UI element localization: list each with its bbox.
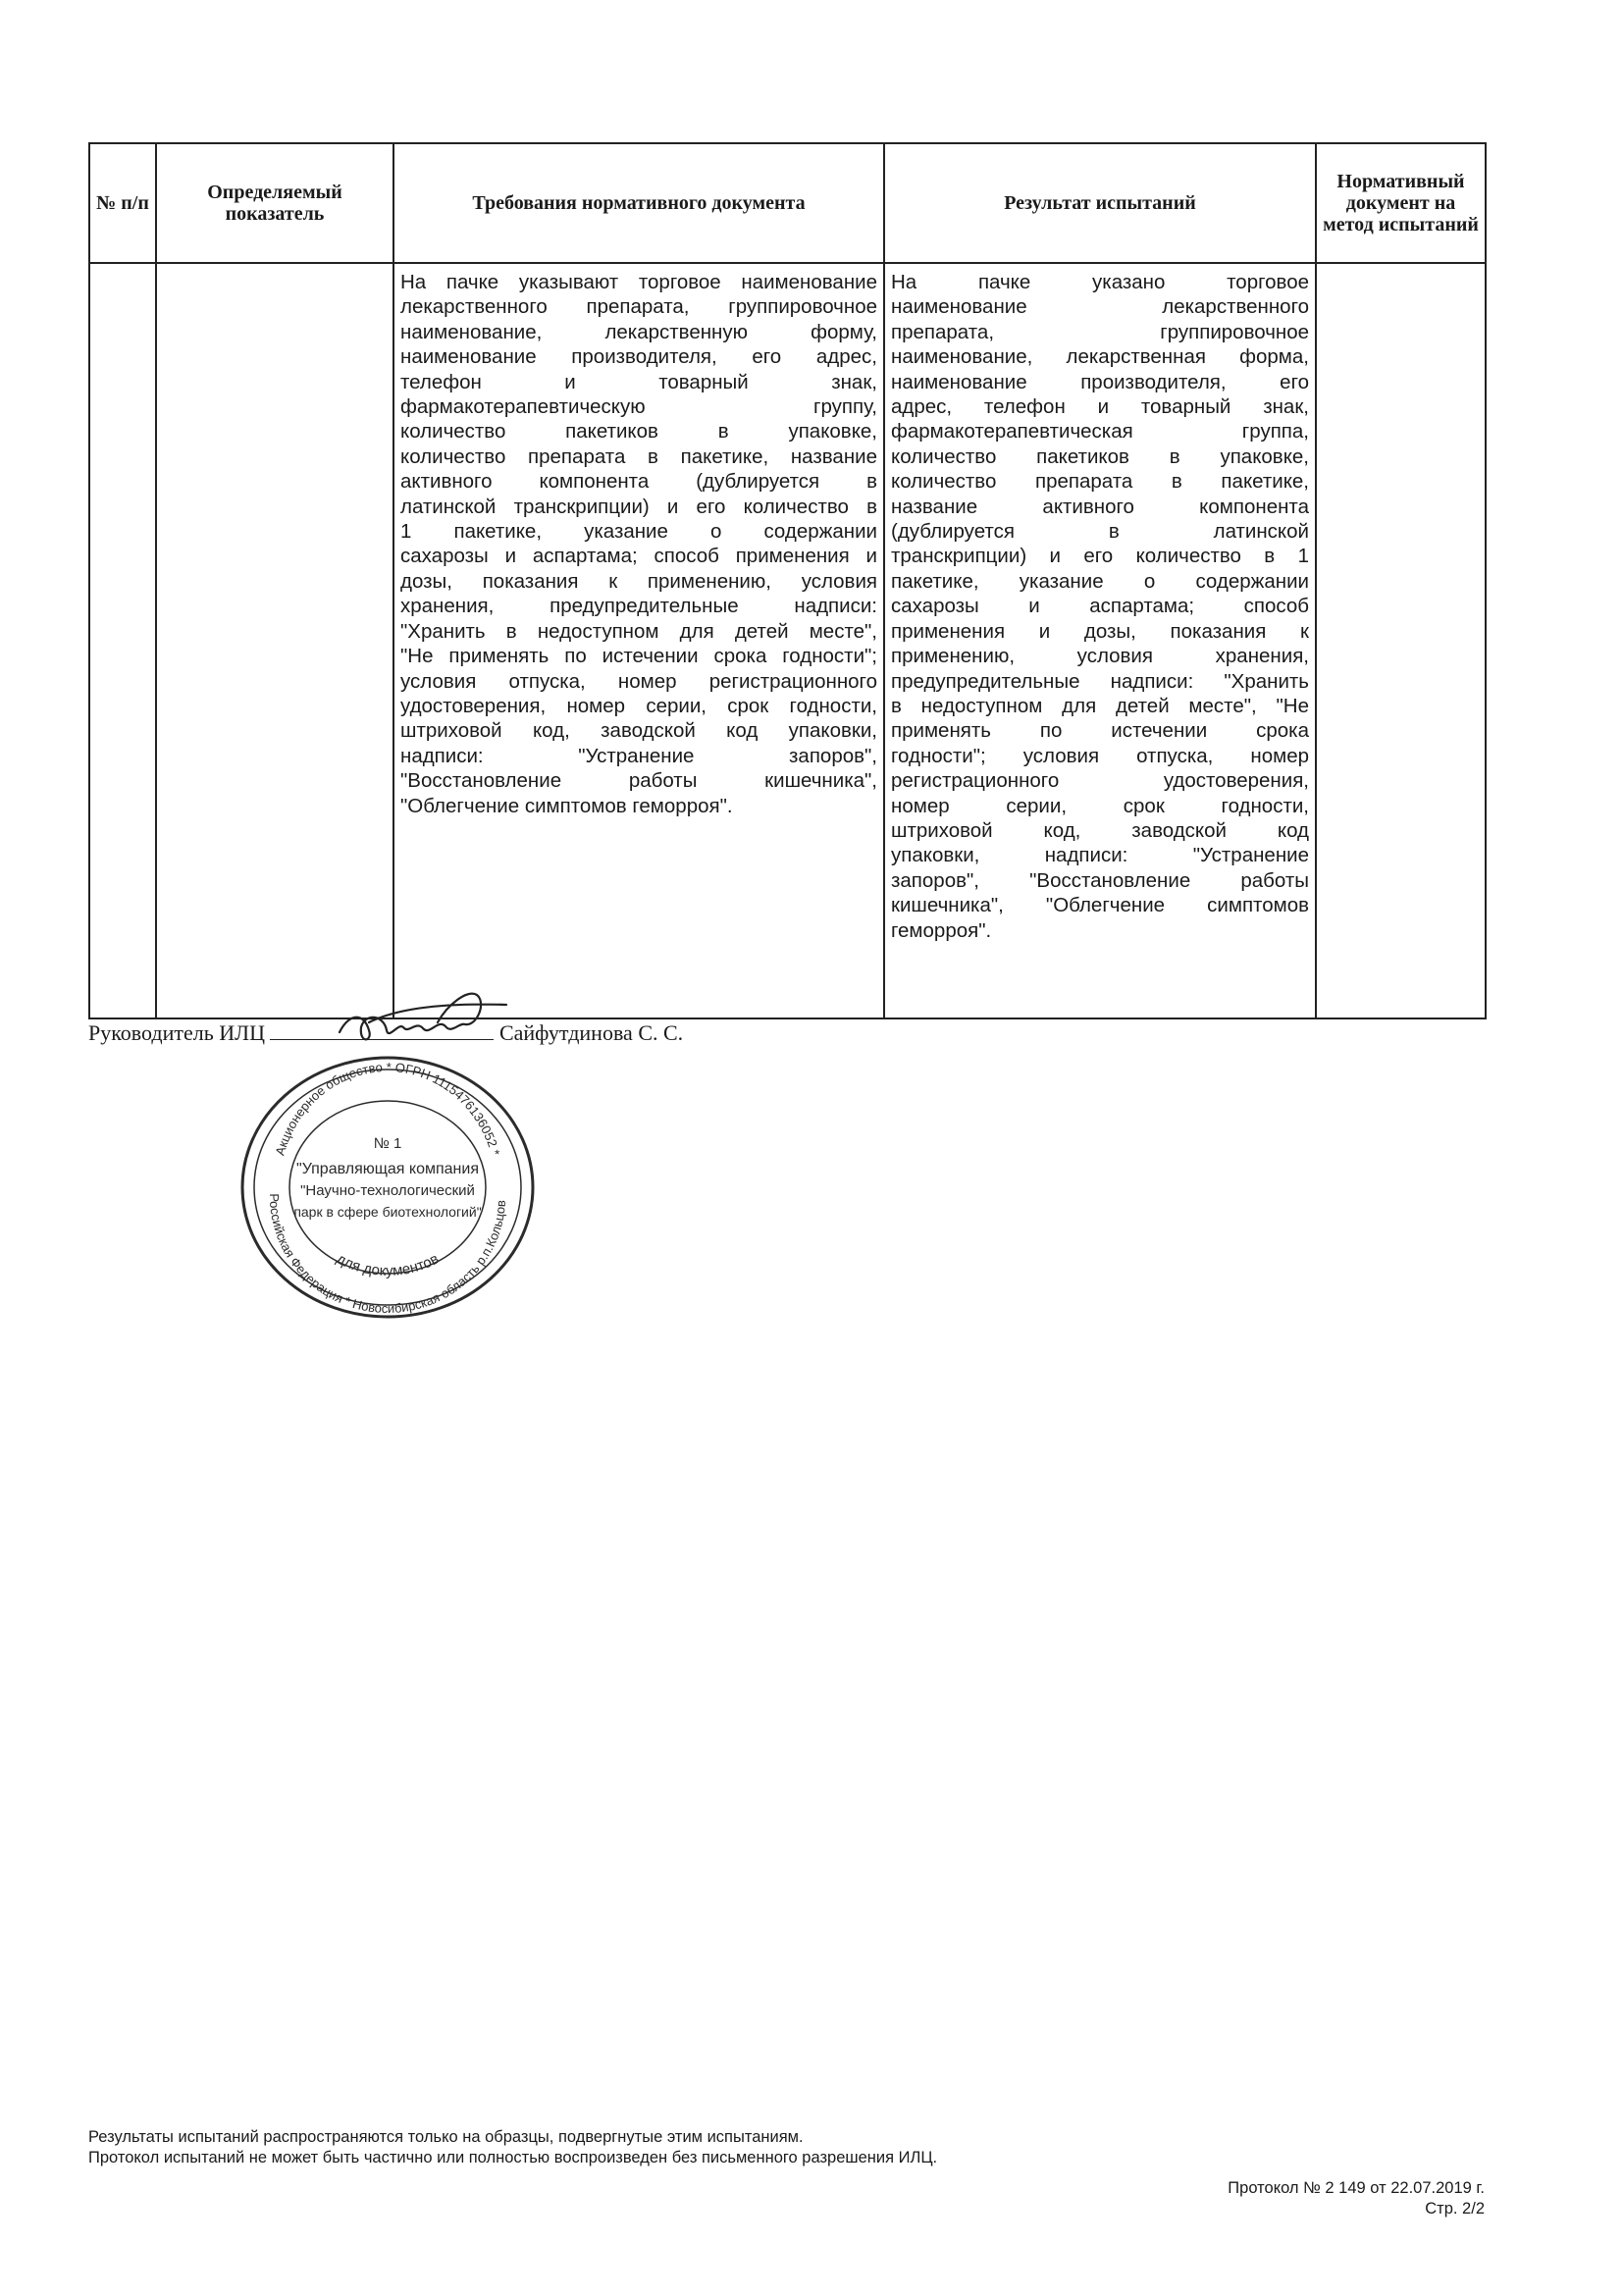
header-result: Результат испытаний: [884, 143, 1316, 263]
result-line: транскрипции) и его количество в 1: [891, 545, 1309, 568]
result-line: в недоступном для детей месте", "Не: [891, 694, 1309, 717]
result-line: годности"; условия отпуска, номер: [891, 744, 1309, 767]
stamp-inner-line-3: парк в сфере биотехнологий": [293, 1204, 482, 1220]
footer-line-2: Протокол испытаний не может быть частично или полностью воспроизведен без письменного разрешения ИЛЦ.: [88, 2149, 938, 2166]
result-line: сахарозы и аспартама; способ: [891, 595, 1309, 618]
requirements-line: "Не применять по истечении срока годности";: [400, 645, 877, 668]
requirements-line: штриховой код, заводской код упаковки,: [400, 719, 877, 743]
requirements-line: телефон и товарный знак,: [400, 370, 877, 393]
protocol-reference: [1228, 2178, 1485, 2219]
result-line: фармакотерапевтическая группа,: [891, 420, 1309, 444]
result-line: запоров", "Восстановление работы: [891, 868, 1309, 892]
stamp-seal: [226, 1050, 550, 1325]
cell-requirements: [393, 263, 884, 1018]
header-requirements: Требования нормативного документа: [393, 143, 884, 263]
stamp-ring-top: Акционерное общество * ОГРН 1115476136052 *: [272, 1059, 503, 1158]
requirements-line: "Восстановление работы кишечника",: [400, 769, 877, 793]
stamp-inner-line-2: "Научно-технологический: [300, 1182, 475, 1199]
result-line: количество пакетиков в упаковке,: [891, 444, 1309, 468]
header-number: № п/п: [89, 143, 156, 263]
signatory-name: Сайфутдинова С. С.: [498, 1020, 684, 1045]
cell-indicator: [156, 263, 393, 1018]
requirements-line: лекарственного препарата, группировочное: [400, 295, 877, 319]
requirements-line: количество пакетиков в упаковке,: [400, 420, 877, 444]
requirements-line: На пачке указывают торговое наименование: [400, 271, 877, 293]
result-line: наименование производителя, его: [891, 370, 1309, 393]
cell-method: [1316, 263, 1486, 1018]
requirements-line: активного компонента (дублируется в: [400, 470, 877, 494]
result-line: название активного компонента: [891, 495, 1309, 518]
requirements-line: 1 пакетике, указание о содержании: [400, 520, 877, 544]
footer-disclaimer: [88, 2127, 937, 2168]
requirements-line: удостоверения, номер серии, срок годности,: [400, 694, 877, 717]
result-line: кишечника", "Облегчение симптомов: [891, 894, 1309, 917]
result-line: препарата, группировочное: [891, 320, 1309, 343]
stamp-lower-arc: для документов: [334, 1250, 443, 1279]
stamp-ring-bottom: Российская Федерация * Новосибирская область р.п.Кольцов: [266, 1193, 508, 1317]
result-line: адрес, телефон и товарный знак,: [891, 395, 1309, 419]
requirements-line: количество препарата в пакетике, название: [400, 444, 877, 468]
page-number: Стр. 2/2: [1425, 2200, 1485, 2218]
result-line: применения и дозы, показания к: [891, 619, 1309, 643]
result-line: предупредительные надписи: "Хранить: [891, 669, 1309, 693]
stamp-inner-line-1: "Управляющая компания: [296, 1161, 479, 1177]
signature-label: Руководитель ИЛЦ: [88, 1020, 265, 1045]
cell-result: [884, 263, 1316, 1018]
table-row: [89, 263, 1486, 1018]
result-line: геморроя".: [891, 918, 992, 942]
table-header-row: [89, 143, 1486, 263]
result-line: На пачке указано торговое: [891, 271, 1309, 293]
stamp-lower-number: № 1: [373, 1135, 402, 1152]
result-line: применению, условия хранения,: [891, 645, 1309, 668]
result-line: регистрационного удостоверения,: [891, 769, 1309, 793]
requirements-line: латинской транскрипции) и его количество в: [400, 495, 877, 518]
result-line: наименование, лекарственная форма,: [891, 345, 1309, 369]
requirements-line: сахарозы и аспартама; способ применения и: [400, 545, 877, 568]
cell-number: [89, 263, 156, 1018]
result-line: пакетике, указание о содержании: [891, 569, 1309, 593]
test-results-table: [88, 142, 1487, 1019]
result-line: наименование лекарственного: [891, 295, 1309, 319]
handwritten-signature: [330, 983, 526, 1052]
footer-line-1: Результаты испытаний распространяются только на образцы, подвергнутые этим испытаниям.: [88, 2128, 804, 2146]
requirements-line: наименование, лекарственную форму,: [400, 320, 877, 343]
protocol-number: Протокол № 2 149 от 22.07.2019 г.: [1228, 2179, 1485, 2197]
result-line: (дублируется в латинской: [891, 520, 1309, 544]
result-line: применять по истечении срока: [891, 719, 1309, 743]
result-line: номер серии, срок годности,: [891, 794, 1309, 817]
requirements-line: дозы, показания к применению, условия: [400, 569, 877, 593]
result-line: штриховой код, заводской код: [891, 818, 1309, 842]
requirements-line: наименование производителя, его адрес,: [400, 345, 877, 369]
header-indicator: Определяемый показатель: [156, 143, 393, 263]
requirements-line: фармакотерапевтическую группу,: [400, 395, 877, 419]
requirements-line: "Хранить в недоступном для детей месте",: [400, 619, 877, 643]
official-stamp: [226, 1050, 550, 1325]
requirements-line: "Облегчение симптомов геморроя".: [400, 794, 733, 817]
result-line: упаковки, надписи: "Устранение: [891, 844, 1309, 867]
result-line: количество препарата в пакетике,: [891, 470, 1309, 494]
requirements-line: условия отпуска, номер регистрационного: [400, 669, 877, 693]
requirements-line: хранения, предупредительные надписи:: [400, 595, 877, 618]
requirements-line: надписи: "Устранение запоров",: [400, 744, 877, 767]
header-method: Нормативный документ на метод испытаний: [1316, 143, 1486, 263]
